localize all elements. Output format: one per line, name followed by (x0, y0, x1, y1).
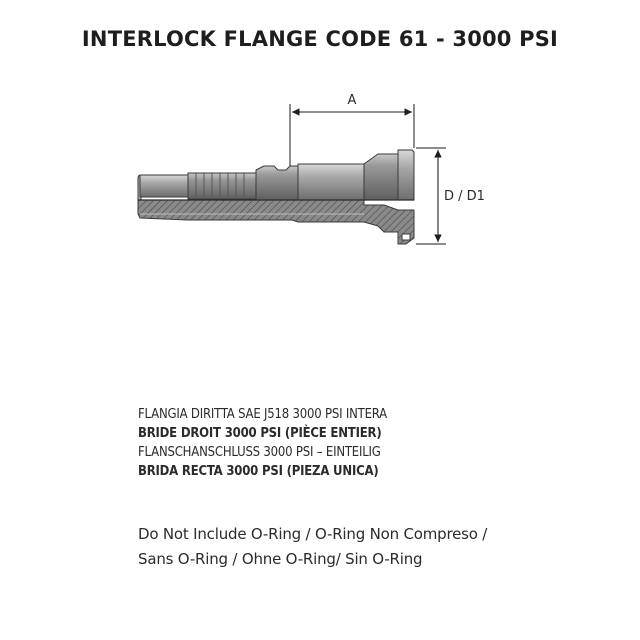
description-german: FLANSCHANSCHLUSS 3000 PSI – EINTEILIG (138, 445, 381, 460)
dimension-d-label: D / D1 (444, 189, 485, 204)
description-block (138, 405, 387, 481)
oring-note-line-1: Do Not Include O-Ring / O-Ring Non Compreso / (138, 525, 488, 543)
dimension-a-label: A (347, 93, 357, 108)
page-title: INTERLOCK FLANGE CODE 61 - 3000 PSI (81, 27, 559, 51)
dimension-d (416, 148, 485, 244)
barb-section (188, 173, 256, 199)
description-italian: FLANGIA DIRITTA SAE J518 3000 PSI INTERA (138, 407, 387, 422)
fitting-section (138, 200, 414, 244)
description-french: BRIDE DROIT 3000 PSI (PIÈCE ENTIER) (138, 426, 382, 441)
description-spanish: BRIDA RECTA 3000 PSI (PIEZA UNICA) (138, 464, 379, 479)
oring-note-line-2: Sans O-Ring / Ohne O-Ring/ Sin O-Ring (138, 550, 423, 568)
oring-notes (138, 522, 487, 572)
